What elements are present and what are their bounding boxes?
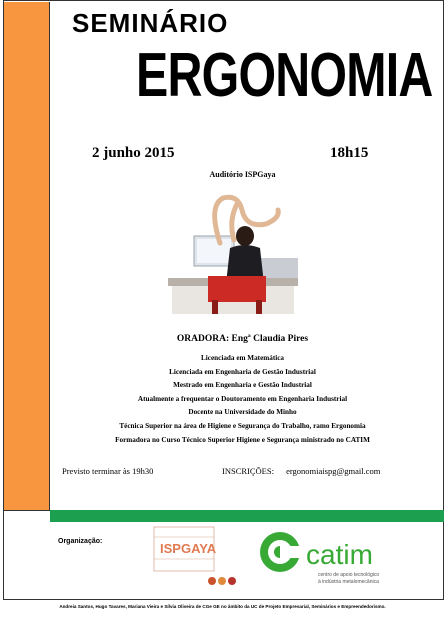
event-time: 18h15 <box>330 145 369 161</box>
pre-title: SEMINÁRIO <box>72 8 229 38</box>
cv-line: Técnica Superior na área de Higiene e Segurança do Trabalho, ramo Ergonomia <box>119 421 366 430</box>
cv-line: Formadora no Curso Técnico Superior Higiene e Segurança ministrado no CATIM <box>115 435 370 444</box>
catim-logo-text: catim <box>306 539 373 570</box>
speaker-heading: ORADORA: Engª Claudia Pires <box>176 334 309 344</box>
end-time-note: Previsto terminar às 19h30 <box>62 466 154 476</box>
cv-line: Licenciada em Matemática <box>200 354 285 362</box>
catim-tagline-1: centro de apoio tecnológico <box>318 572 380 578</box>
cv-line: Atualmente a frequentar o Doutoramento em Engenharia Industrial <box>137 394 348 403</box>
event-venue: Auditório ISPGaya <box>209 170 276 179</box>
registration-email[interactable]: ergonomiaispg@gmail.com <box>286 466 381 476</box>
catim-logo <box>258 528 398 588</box>
cv-line: Mestrado em Engenharia e Gestão Industrial <box>173 381 312 390</box>
stretching-woman-photo <box>168 188 298 314</box>
event-date: 2 junho 2015 <box>92 145 175 161</box>
footer-credits: Andreia Santos, Hugo Tavares, Mariana Vieira e Sílvia Oliveira de CGe GE no âmbito da UC de Projeto Empresarial, Seminários e Empreendedorismo. <box>59 604 386 609</box>
registration-label: INSCRIÇÕES: <box>222 466 274 476</box>
main-title: ERGONOMIA <box>136 41 433 110</box>
cv-line: Docente na Universidade do Minho <box>188 408 297 417</box>
catim-tagline-2: à indústria metalomecânica <box>318 579 379 585</box>
organization-label: Organização: <box>58 538 103 545</box>
cv-line: Licenciada em Engenharia de Gestão Industrial <box>169 367 316 376</box>
registration <box>222 466 380 476</box>
speaker-cv <box>40 352 445 447</box>
ispgaya-logo <box>150 525 242 591</box>
green-band <box>50 510 444 522</box>
ispgaya-logo-text: ISPGAYA <box>160 541 217 556</box>
bottom-divider <box>4 510 50 522</box>
